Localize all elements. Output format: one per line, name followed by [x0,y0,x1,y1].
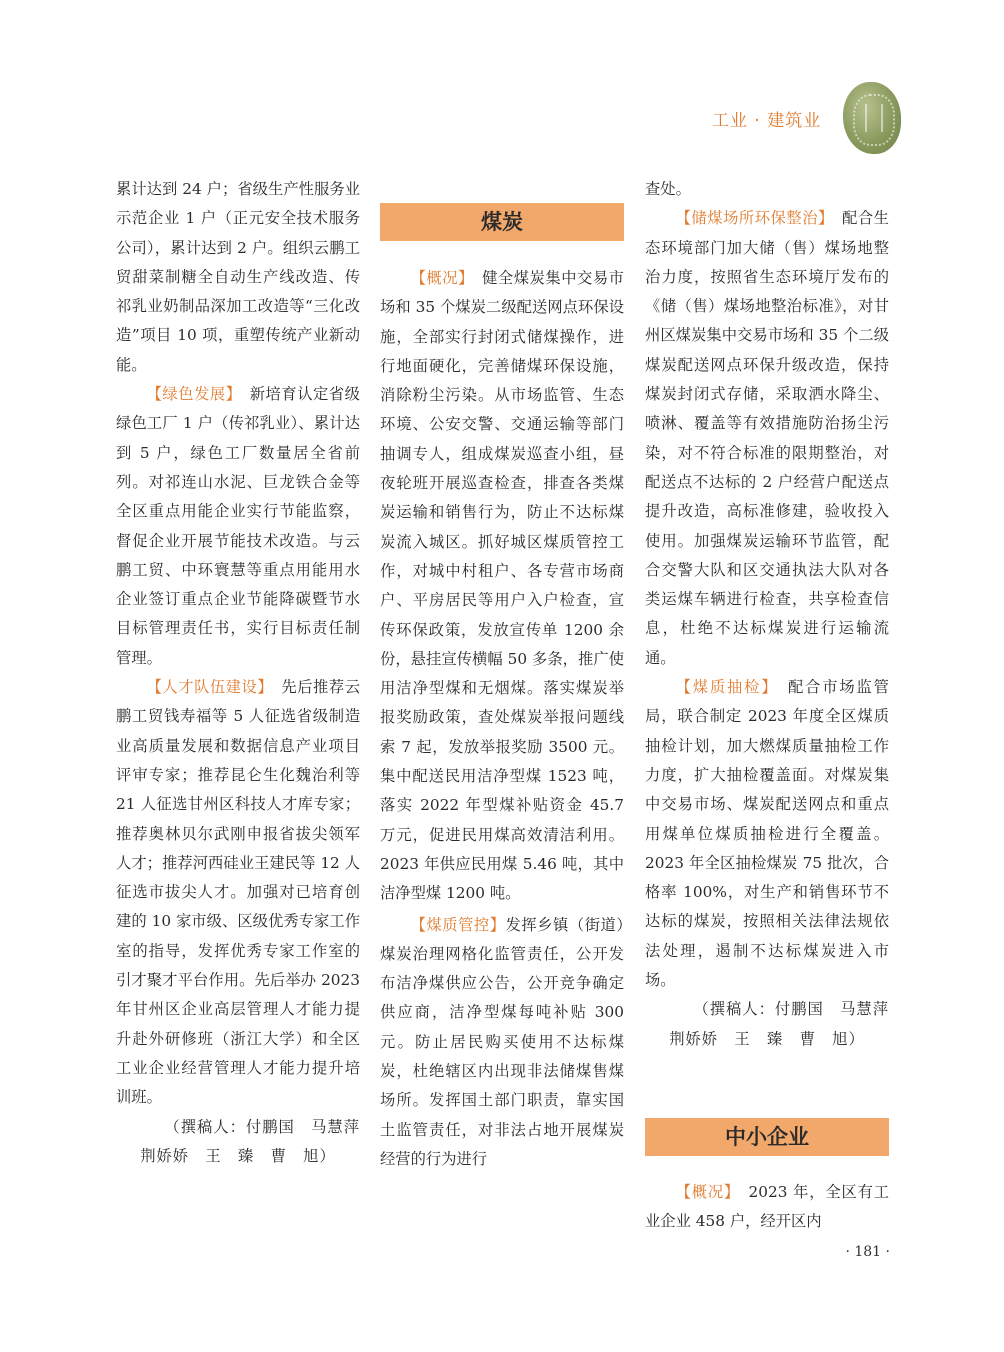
section-label: 【概况】 [675,1183,733,1201]
section-label: 【概况】 [410,269,467,287]
author-line: 荆娇娇 王 臻 曹 旭） [669,1029,865,1048]
paragraph-overview [380,264,624,909]
section-label: 【储煤场所环保整治】 [675,209,827,228]
column-left [116,175,360,1171]
paragraph-coal-sampling [645,673,889,995]
paragraph-green-development [116,380,360,673]
author-line: （撰稿人：付鹏国 马慧萍 [164,1117,360,1136]
section-label: 【人才队伍建设】 [146,678,266,697]
paragraph-text: 配合生态环境部门加大储（售）煤场地整治力度，按照省生态环境厅发布的《储（售）煤场地整治标准》，对甘州区煤炭集中交易市场和 35 个二级煤炭配送网点环保升级改造，保持煤炭封闭式存储，采取洒水降尘、喷淋、覆盖等有效措施防治扬尘污染，对不符合标准的限期整治，对配送点不达标的 2 户经营户配送点提升改造，高标准修建，验收投入使用。加强煤炭运输环节监管，配合交警大队和区交通执法大队对各类运煤车辆进行检查，共享检查信息，杜绝不达标煤炭进行运输流通。 [645,209,889,667]
paragraph-text: 配合市场监管局，联合制定 2023 年度全区煤质抽检计划，加大燃煤质量抽检工作力度，扩大抽检覆盖面。对煤炭集中交易市场、煤炭配送网点和重点用煤单位煤质抽检进行全覆盖。2023 年全区抽检煤炭 75 批次，合格率 100%，对生产和销售环节不达标的煤炭，按照相关法律法规依法处理，遏制不达标煤炭进入市场。 [645,678,889,990]
seal-logo [843,82,901,154]
paragraph: 累计达到 24 户；省级生产性服务业示范企业 1 户（正元安全技术服务公司），累计达到 2 户。组织云鹏工贸甜菜制糖全自动生产线改造、传祁乳业奶制品深加工改造等“三化改造”项目 10 项，重塑传统产业新动能。 [116,180,360,374]
paragraph-text: 2023 年，全区有工业企业 458 户，经开区内 [645,1183,889,1231]
paragraph-talent [116,673,360,1112]
paragraph-storage-rectification [645,204,889,673]
paragraph: 查处。 [645,180,691,198]
section-label: 【煤质管控】 [410,915,506,934]
column-right-bottom [645,1178,889,1237]
column-right [645,175,889,1054]
paragraph-text: 先后推荐云鹏工贸钱寿福等 5 人征选省级制造业高质量发展和数据信息产业项目评审专家；推荐昆仑生化魏治利等 21 人征选甘州区科技人才库专家；推荐奥林贝尔武刚申报省拔尖领军人才；推荐河西硅业王建民等 12 人征选市拔尖人才。加强对已培育创建的 10 家市级、区级优秀专家工作室的指导，发挥优秀专家工作室的引才聚才平台作用。先后举办 2023 年甘州区企业高层管理人才能力提升赴外研修班（浙江大学）和全区工业企业经营管理人才能力提升培训班。 [116,678,360,1107]
paragraph-text: 健全煤炭集中交易市场和 35 个煤炭二级配送网点环保设施，全部实行封闭式储煤操作，进行地面硬化，完善储煤环保设施，消除粉尘污染。从市场监管、生态环境、公安交警、交通运输等部门抽调专人，组成煤炭巡查小组，昼夜轮班开展巡查检查，排查各类煤炭运输和销售行为，防止不达标煤炭流入城区。抓好城区煤质管控工作，对城中村租户、各专营市场商户、平房居民等用户入户检查，宣传环保政策，发放宣传单 1200 余份，悬挂宣传横幅 50 多条，推广使用洁净型煤和无烟煤。落实煤炭举报奖励政策，查处煤炭举报问题线索 7 起，发放举报奖励 3500 元。集中配送民用洁净型煤 1523 吨，落实 2022 年型煤补贴资金 45.7 万元，促进民用煤高效清洁利用。2023 年供应民用煤 5.46 吨，其中洁净型煤 1200 吨。 [380,269,624,903]
author-line: （撰稿人：付鹏国 马慧萍 [693,1000,889,1019]
section-banner-sme: 中小企业 [645,1118,889,1156]
page-number: · 181 · [845,1244,890,1260]
section-label: 【煤质抽检】 [675,678,771,697]
section-banner-coal: 煤炭 [380,203,624,241]
paragraph-coal-quality-control [380,911,624,1175]
paragraph-sme-overview [645,1178,889,1237]
paragraph-text: 发挥乡镇（街道）煤炭治理网格化监管责任，公开发布洁净煤供应公告，公开竞争确定供应商，洁净型煤每吨补贴 300 元。防止居民购买使用不达标煤炭，杜绝辖区内出现非法储煤售煤场所。发挥国土部门职责，靠实国土监管责任，对非法占地开展煤炭经营的行为进行 [380,915,624,1168]
paragraph-text: 新培育认定省级绿色工厂 1 户（传祁乳业）、累计达到 5 户，绿色工厂数量居全省前列。对祁连山水泥、巨龙铁合金等全区重点用能企业实行节能监察，督促企业开展节能技术改造。与云鹏工贸、中环寰慧等重点用能用水企业签订重点企业节能降碳暨节水目标管理责任书，实行目标责任制管理。 [116,385,360,667]
section-header: 工业 · 建筑业 [712,111,822,131]
section-label: 【绿色发展】 [146,385,234,404]
column-middle [380,264,624,1174]
author-line: 荆娇娇 王 臻 曹 旭） [140,1146,336,1165]
